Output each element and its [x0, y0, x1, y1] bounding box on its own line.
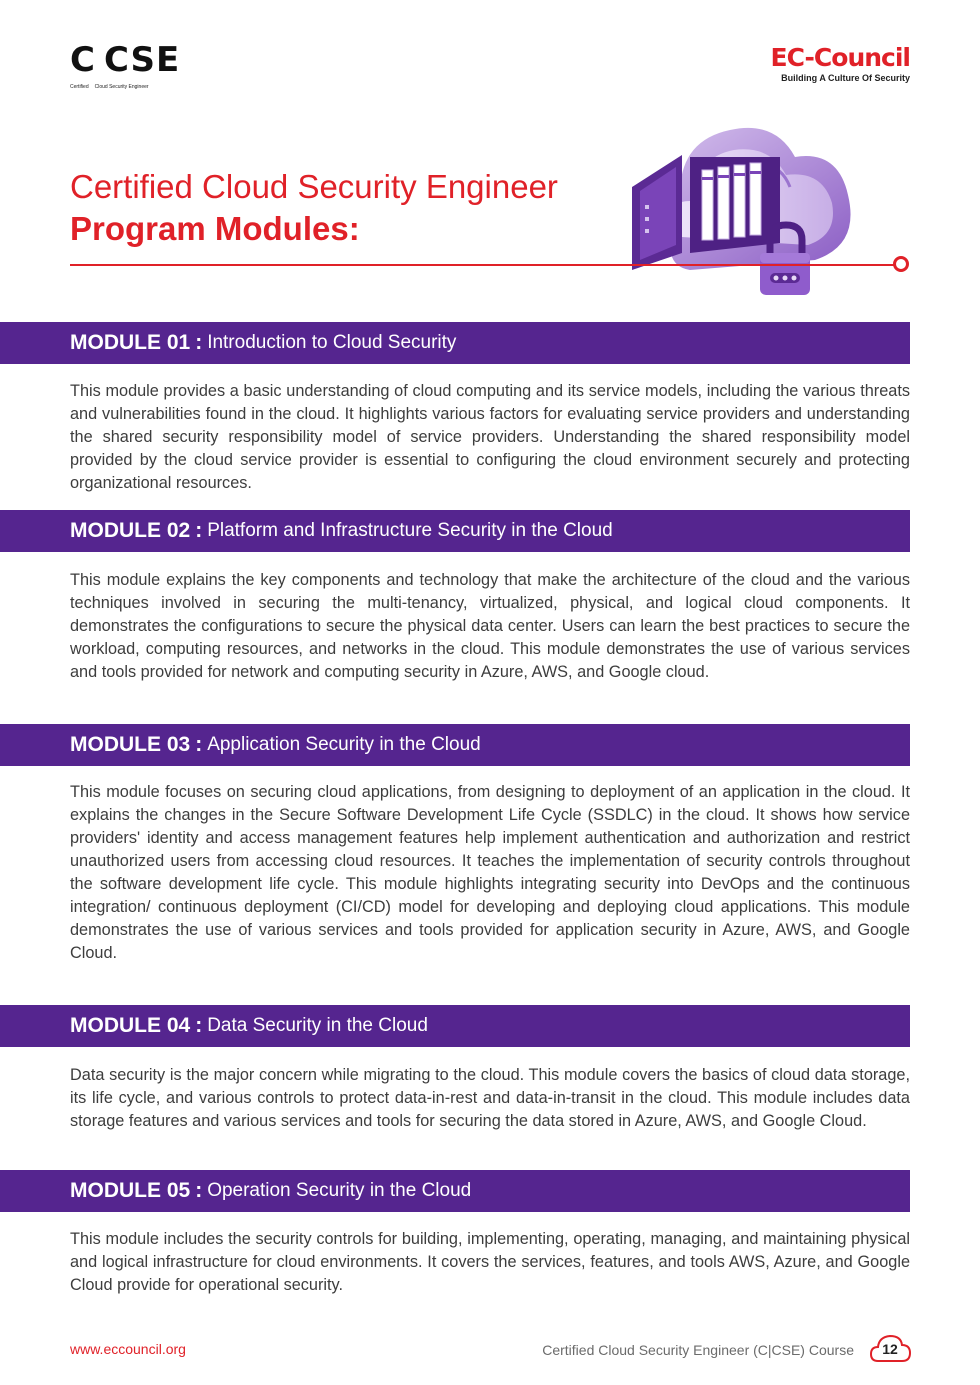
module-03-description: This module focuses on securing cloud applications, from designing to deployment of an application in the cloud. It explains the changes in the Secure Software Development Life Cycle (SSDLC) in the cloud. It shows how service providers' identity and access management features help implement authentication and authorization and restrict unauthorized users from accessing cloud resources. It teaches the implementation of security controls throughout the software development life cycle. This module highlights integrating security into DevOps and the continuous integration/ continuous deployment (CI/CD) model for developing and deploying cloud applications. This module demonstrates the use of various services and tools provided for application security in Azure, AWS, and Google Cloud.	[70, 783, 910, 962]
module-separator: :	[195, 733, 203, 756]
module-title: Introduction to Cloud Security	[207, 332, 457, 353]
ec-council-name: EC-Council	[770, 43, 910, 72]
title-underline	[70, 264, 894, 266]
module-title: Application Security in the Cloud	[207, 734, 481, 755]
ccse-logo-sub-2: Cloud Security Engineer	[94, 84, 149, 90]
module-number: MODULE 02	[70, 519, 191, 542]
module-separator: :	[195, 1179, 203, 1202]
module-02-description: This module explains the key components and technology that make the architecture of the cloud and the various techniques involved in securing the multi-tenancy, virtualized, physical, and logical cloud components. It demonstrates the configurations to secure the physical data center. Users can learn the best practices to secure the workload, computing resources, and networks in the cloud. This module demonstrates the use of various services and tools provided for network and computing security in Azure, AWS, and Google cloud.	[70, 571, 910, 681]
page-number: 12	[882, 1341, 898, 1357]
module-separator: :	[195, 519, 203, 542]
module-number: MODULE 05	[70, 1179, 191, 1202]
module-number: MODULE 04	[70, 1014, 191, 1037]
footer-course-title: Certified Cloud Security Engineer (C|CSE) Course	[542, 1342, 854, 1358]
module-separator: :	[195, 1014, 203, 1037]
website-link[interactable]: www.eccouncil.org	[70, 1341, 186, 1357]
module-04-header	[0, 1005, 910, 1047]
module-05-description: This module includes the security controls for building, implementing, operating, managing, and maintaining physical and logical infrastructure for cloud environments. It covers the services, features, and tools AWS, Azure, and Google Cloud provide for operational security.	[70, 1230, 910, 1294]
module-01-header	[0, 322, 910, 364]
module-number: MODULE 03	[70, 733, 191, 756]
module-title: Data Security in the Cloud	[207, 1015, 428, 1036]
cloud-security-illustration	[610, 95, 860, 310]
ec-council-tagline: Building A Culture Of Security	[781, 73, 910, 83]
module-01-description: This module provides a basic understanding of cloud computing and its service models, including the various threats and vulnerabilities found in the cloud. It highlights various factors for evaluating service providers and understanding the shared security responsibility model of service providers. Understanding the shared responsibility model provided by the cloud service provider is essential to configuring the cloud environment securely and protecting organizational resources.	[70, 382, 910, 492]
title-underline-dot	[893, 256, 909, 272]
ccse-logo	[70, 38, 180, 96]
module-03-header	[0, 724, 910, 766]
page-number-badge	[868, 1330, 912, 1366]
module-02-header	[0, 510, 910, 552]
module-title: Operation Security in the Cloud	[207, 1180, 472, 1201]
ccse-logo-left: C	[70, 40, 96, 80]
server-racks-icon	[690, 157, 780, 253]
module-number: MODULE 01	[70, 331, 191, 354]
module-separator: :	[195, 331, 203, 354]
page-title	[70, 166, 558, 250]
module-04-description: Data security is the major concern while migrating to the cloud. This module covers the basics of cloud data storage, its life cycle, and various controls to protect data-in-rest and data-in-transit in the cloud. This module includes data storage features and various services and tools for securing the data stored in Azure, AWS, and Google Cloud.	[70, 1066, 910, 1130]
page-title-line-1: Certified Cloud Security Engineer	[70, 168, 558, 205]
server-door-icon	[632, 155, 682, 270]
module-05-header	[0, 1170, 910, 1212]
ccse-logo-sub-1: Certified	[70, 84, 89, 90]
module-title: Platform and Infrastructure Security in the Cloud	[207, 520, 613, 541]
ec-council-logo	[771, 44, 910, 83]
page-title-line-2: Program Modules:	[70, 210, 360, 247]
ccse-logo-right: CSE	[103, 40, 181, 80]
